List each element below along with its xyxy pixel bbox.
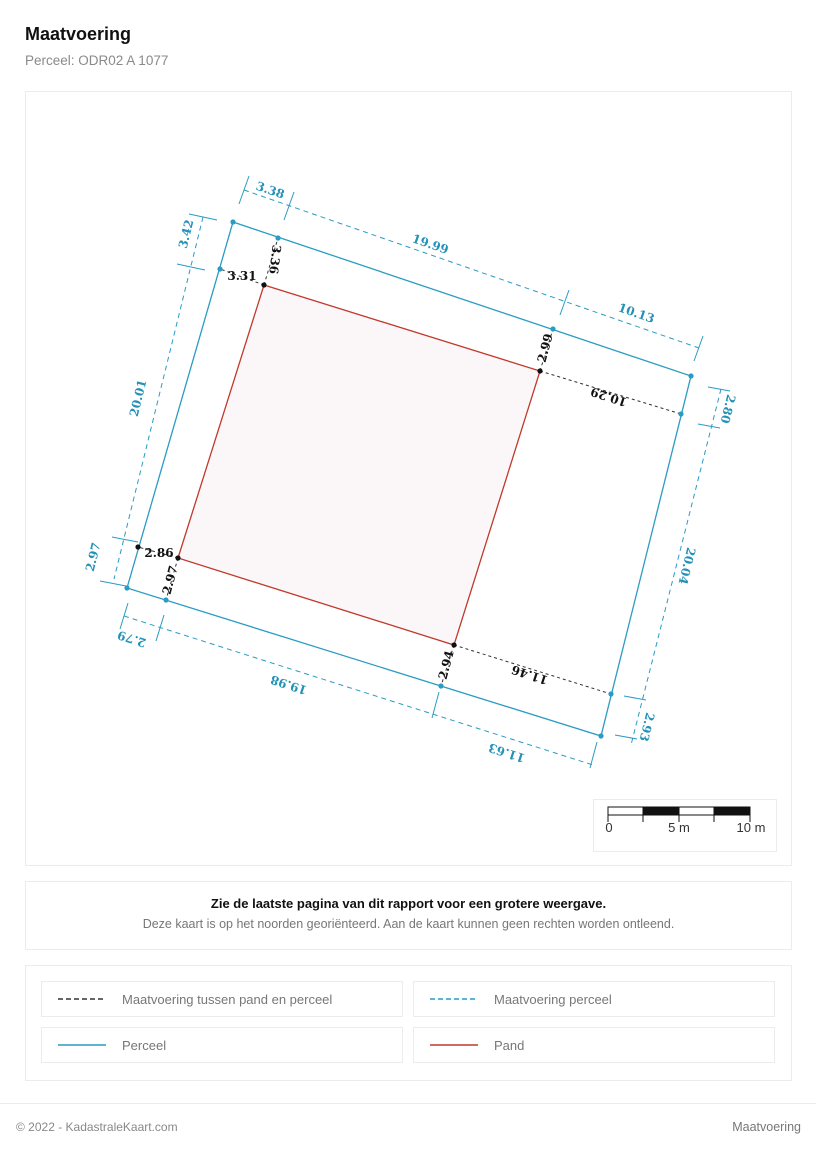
perceel-label: 3.42: [175, 218, 197, 250]
legend-item-building: [413, 1027, 775, 1063]
perceel-label: 2.93: [636, 711, 658, 743]
dashed-blue-line-icon: [430, 997, 478, 1001]
footer-divider: [0, 1103, 816, 1104]
parcel-point: [275, 235, 280, 240]
building-point: [261, 282, 266, 287]
building-outline: [178, 285, 540, 645]
legend-item-parcel: [41, 1027, 403, 1063]
tick: [120, 603, 128, 629]
building-point: [135, 544, 140, 549]
tick: [239, 176, 249, 204]
scale-label-10: 10 m: [736, 820, 766, 835]
parcel-dim-line-bottom: [124, 616, 593, 765]
dashed-dark-line-icon: [58, 997, 106, 1001]
perceel-label: 19.98: [268, 672, 309, 698]
parcel-point: [217, 266, 222, 271]
building-label: 10.29: [588, 384, 629, 410]
perceel-label: 2.80: [717, 393, 739, 425]
tick: [432, 692, 439, 718]
parcel-dim-line-right: [631, 389, 721, 745]
perceel-label: 19.99: [410, 231, 451, 257]
parcel-point: [230, 219, 235, 224]
building-label: 2.86: [144, 546, 174, 560]
building-label: 11.46: [509, 662, 550, 688]
parcel-point: [598, 733, 603, 738]
tick: [708, 387, 730, 391]
parcel-point: [678, 411, 683, 416]
scale-label-5: 5 m: [668, 820, 690, 835]
tick: [284, 192, 294, 220]
tick: [590, 742, 597, 768]
building-point: [175, 555, 180, 560]
tick: [615, 735, 637, 739]
parcel-point: [688, 373, 693, 378]
scale-bar: [593, 799, 777, 852]
tick: [189, 214, 217, 220]
perceel-label: 11.63: [486, 740, 527, 766]
note-panel: [25, 881, 792, 950]
building-label: 2.99: [534, 332, 556, 364]
parcel-point: [438, 683, 443, 688]
legend-label: Maatvoering tussen pand en perceel: [122, 991, 333, 1007]
tick: [698, 424, 720, 428]
legend-panel: [25, 965, 792, 1081]
building-label: 2.94: [435, 649, 457, 681]
building-point: [451, 642, 456, 647]
tick: [112, 537, 138, 542]
perceel-label: 10.13: [616, 300, 657, 326]
solid-red-line-icon: [430, 1043, 478, 1047]
perceel-label: 3.38: [254, 178, 287, 202]
parcel-point: [608, 691, 613, 696]
footer-copyright: © 2022 - KadastraleKaart.com: [16, 1120, 178, 1134]
legend-label: Perceel: [122, 1037, 167, 1053]
legend-item-building-dimension: [41, 981, 403, 1017]
building-label: 3.36: [266, 244, 284, 275]
page-title: Maatvoering: [25, 24, 132, 44]
building-label: 2.97: [159, 564, 181, 596]
building-label: 3.31: [227, 269, 257, 283]
perceel-label: 2.79: [115, 627, 148, 650]
perceel-label: 20.01: [126, 378, 150, 418]
parcel-point: [163, 597, 168, 602]
perceel-label: 2.97: [82, 541, 104, 573]
parcel-point: [550, 326, 555, 331]
note-text: Deze kaart is op het noorden georiënteerd. Aan de kaart kunnen geen rechten worden ontleend.: [142, 917, 675, 931]
dimension-map: [26, 92, 791, 865]
scale-bar-graphic: [594, 800, 776, 851]
building-point: [537, 368, 542, 373]
perceel-label: 20.04: [675, 546, 699, 586]
tick: [100, 581, 126, 586]
legend-item-parcel-dimension: [413, 981, 775, 1017]
note-heading: Zie de laatste pagina van dit rapport voor een grotere weergave.: [210, 896, 607, 911]
parcel-point: [124, 585, 129, 590]
footer-section: Maatvoering: [732, 1120, 801, 1134]
legend-label: Pand: [494, 1037, 525, 1053]
scale-label-0: 0: [605, 820, 613, 835]
parcel-subtitle: Perceel: ODR02 A 1077: [25, 53, 169, 68]
map-panel: [25, 91, 792, 866]
solid-blue-line-icon: [58, 1043, 106, 1047]
legend-label: Maatvoering perceel: [494, 991, 612, 1007]
tick: [694, 336, 703, 361]
